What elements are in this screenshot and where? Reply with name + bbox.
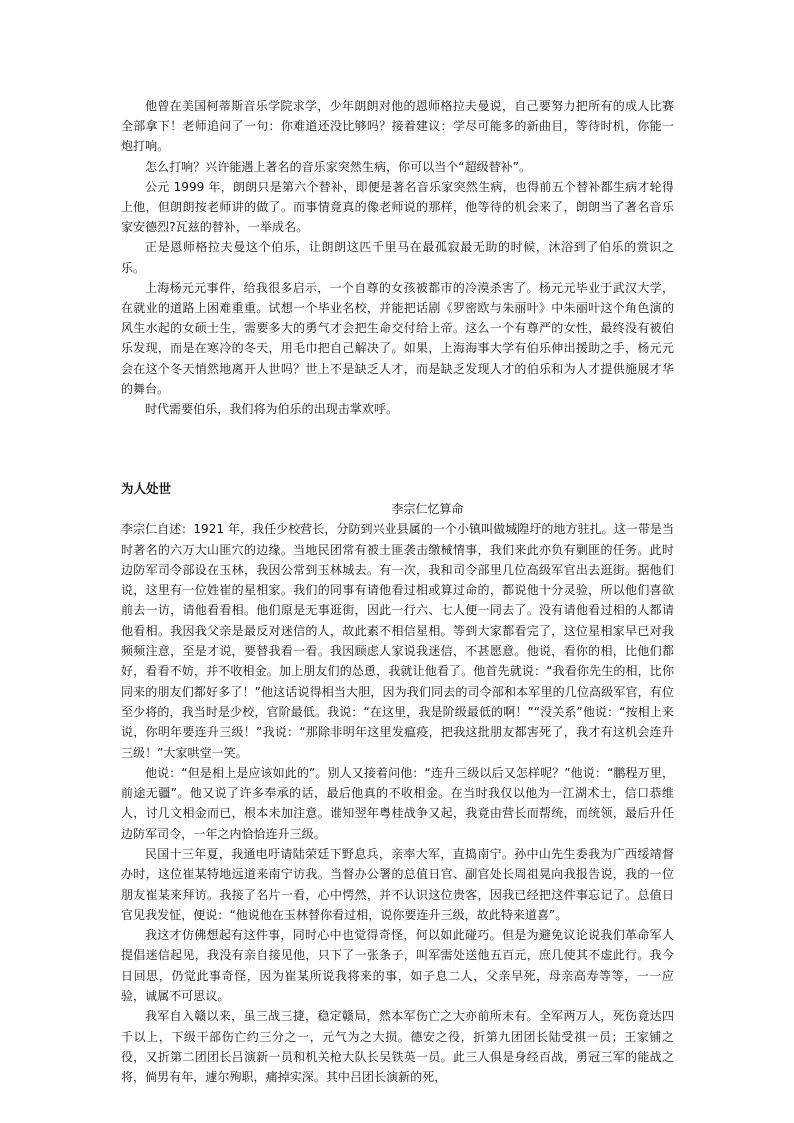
paragraph: 公元 1999 年，朗朗只是第六个替补，即便是著名音乐家突然生病，也得前五个替补都生病才轮得上他，但朗朗按老师讲的做了。而事情竟真的像老师说的那样，他等待的机会来了，朗朗当了著名音乐家安德烈?瓦兹的替补，一举成名。 <box>121 179 674 235</box>
paragraph: 时代需要伯乐，我们将为伯乐的出现击掌欢呼。 <box>145 402 399 417</box>
paragraph: 正是恩师格拉夫曼这个伯乐，让朗朗这匹千里马在最孤寂最无助的时候，沐浴到了伯乐的赏识之乐。 <box>121 240 674 275</box>
story-title: 李宗仁忆算命 <box>391 502 464 517</box>
section-spacer <box>121 419 674 479</box>
paragraph: 我军自入赣以来，虽三战三捷，稳定赣局，然本军伤亡之大亦前所未有。全军两万人，死伤竟达四千以上，下级干部伤亡约三分之一，元气为之大损。德安之役，折第九团团长陆受祺一员；王家铺之役，又折第二团团长吕演新一员和机关枪大队长吴铁英一员。此三人俱是身经百战，勇冠三军的能战之将，倘男有年，遽尔殉职，痛掉实深。其中吕团长演新的死， <box>121 1009 674 1085</box>
paragraph: 李宗仁自述：1921 年，我任少校营长，分防到兴业县属的一个小镇叫做城隍圩的地方驻扎。这一带是当时著名的六万大山匪穴的边缘。当地民团常有被土匪袭击缴械情事，我们来此亦负有剿匪的任务。此时边防军司令部设在玉林，我因公常到玉林城去。有一次，我和司令部里几位高级军官出去逛街。据他们说，这里有一位姓崔的星相家。我们的同事有请他看过相或算过命的，都说他十分灵验，所以他们喜欲前去一访，请他看看相。他们原是无事逛街，因此一行六、七人便一同去了。没有请他看过相的人都请他看相。我因我父亲是最反对迷信的人，故此素不相信星相。等到大家都看完了，这位星相家早已对我频频注意，至是才说，要替我看一看。我因顾虑人家说我迷信，不甚愿意。他说，看你的相，比他们都好，看看不妨，并不收相金。加上朋友们的怂恿，我就让他看了。他首先就说：“我看你先生的相，比你同来的朋友们都好多了！”他这话说得相当大胆，因为我们同去的司令部和本军里的几位高级军官，有位至少将的，我当时是少校，官阶最低。我说：“在这里，我是阶级最低的啊！”“没关系”他说：“按相上来说，你明年要连升三级！”我说：“那除非明年这里发瘟疫，把我这批朋友都害死了，我才有这机会连升三级！”大家哄堂一笑。 <box>121 522 674 760</box>
paragraph: 他说：“但是相上是应该如此的”。别人又接着问他：“连升三级以后又怎样呢？”他说：“鹏程万里，前途无疆”。他又说了许多奉承的话，最后他真的不收相金。在当时我仅以他为一江湖术士，信口恭维人，讨几文相金而已，根本未加注意。谁知翌年粤桂战争又起，我竟由营长而帮统，而统领，最后升任边防军司令，一年之内恰恰连升三级。 <box>121 765 674 841</box>
paragraph: 他曾在美国柯蒂斯音乐学院求学，少年朗朗对他的恩师格拉夫曼说，自己要努力把所有的成人比赛全部拿下！老师追问了一句：你难道还没比够吗？接着建议：学尽可能多的新曲目，等待时机，你能一炮打响。 <box>121 99 674 154</box>
essay-section <box>121 96 674 419</box>
paragraph: 民国十三年夏，我通电吁请陆荣廷下野息兵，亲率大军，直捣南宁。孙中山先生委我为广西绥靖督办时，这位崔某特地远道来南宁访我。当督办公署的总值日官、副官处长周祖晃向我报告说，我的一位朋友崔某来拜访。我接了名片一看，心中愕然，并不认识这位贵客，因我已经把这件事忘记了。总值日官见我发怔，便说：“他说他在玉林替你看过相，说你要连升三级，故此特来道喜”。 <box>121 847 674 922</box>
paragraph: 怎么打响？兴许能遇上著名的音乐家突然生病，你可以当个“超级替补”。 <box>145 159 532 174</box>
section-heading: 为人处世 <box>121 481 172 497</box>
document-page <box>121 96 674 1088</box>
story-section <box>121 479 674 1087</box>
paragraph: 上海杨元元事件，给我很多启示，一个自尊的女孩被都市的冷漠杀害了。杨元元毕业于武汉大学，在就业的道路上困难重重。试想一个毕业名校，并能把话剧《罗密欧与朱丽叶》中朱丽叶这个角色演的风生水起的女硕士生，需要多大的勇气才会把生命交付给上帝。这么一个有尊严的女性，最终没有被伯乐发现，而是在寒冷的冬天，用毛巾把自己解决了。如果，上海海事大学有伯乐伸出援助之手，杨元元会在这个冬天悄然地离开人世吗？世上不是缺乏人才，而是缺乏发现人才的伯乐和为人才提供施展才华的舞台。 <box>121 280 674 396</box>
paragraph: 我这才仿佛想起有这件事，同时心中也觉得奇怪，何以如此碰巧。但是为避免议论说我们革命军人提倡迷信起见，我没有亲自接见他，只下了一张条子，叫军需处送他五百元，庶几使其不虚此行。我今日回思，仍觉此事奇怪，因为崔某所说我将来的事，如子息二人，父亲早死，母亲高寿等等，一一应验，诚属不可思议。 <box>121 928 674 1004</box>
